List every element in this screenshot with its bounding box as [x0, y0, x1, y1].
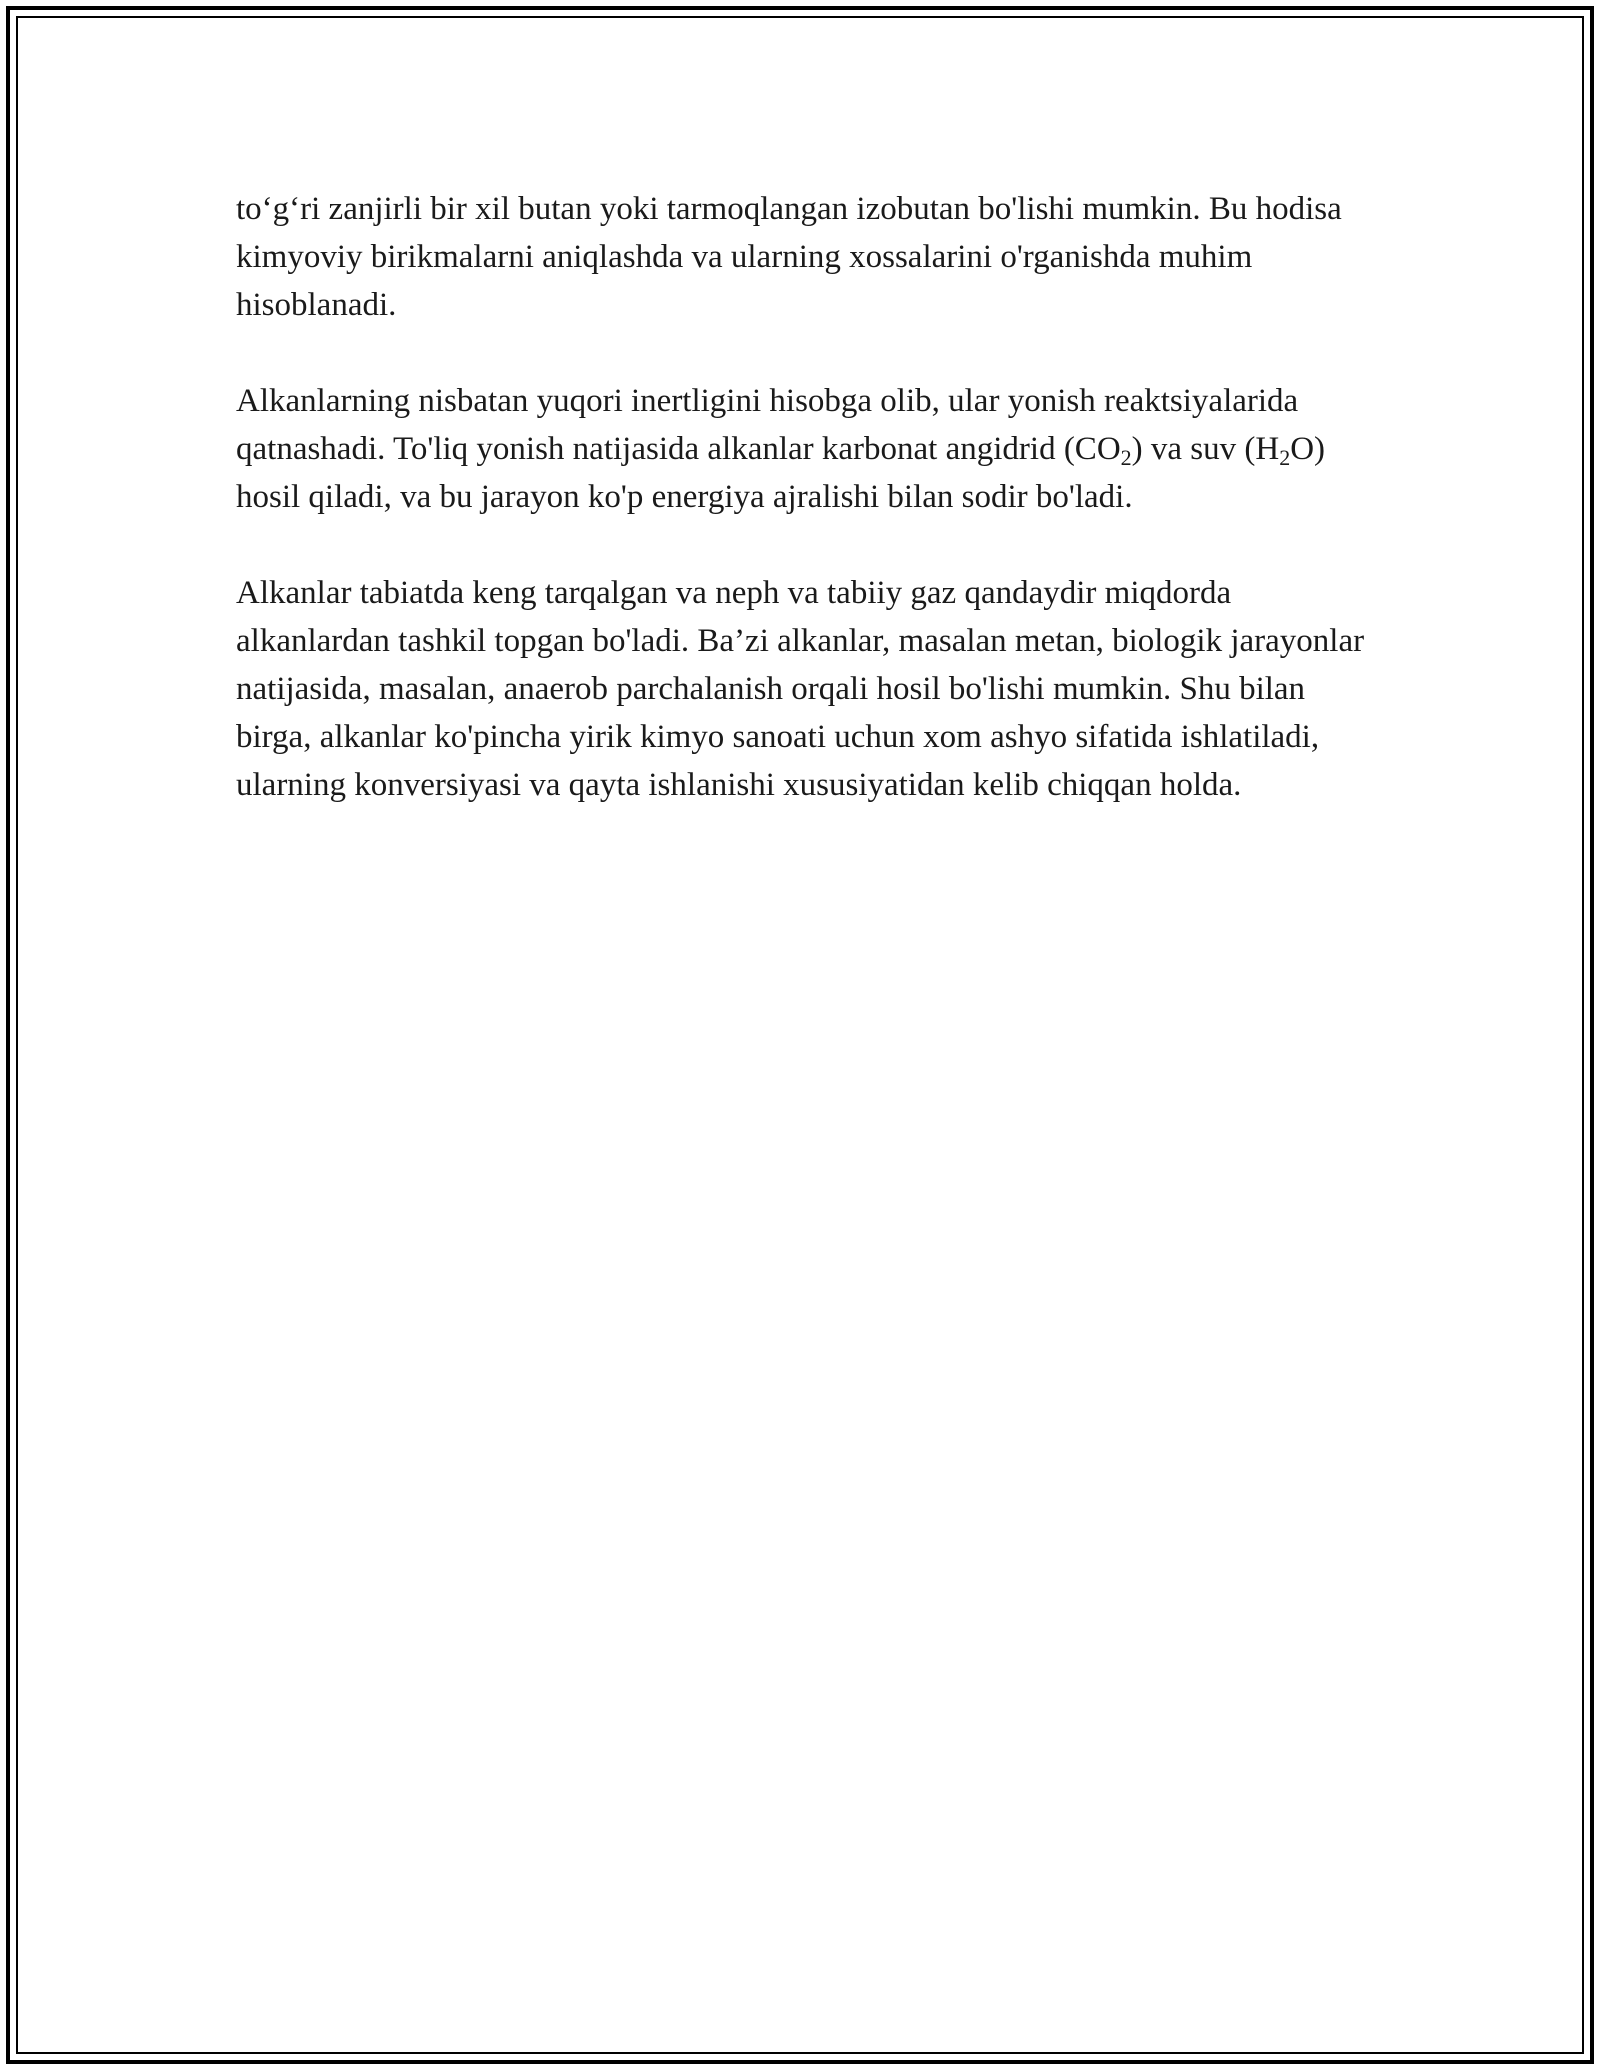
paragraph-isomers: to‘g‘ri zanjirli bir xil butan yoki tarmoqlangan izobutan bo'lishi mumkin. Bu hodisa kimyoviy birikmalarni aniqlashda va ularning xossalarini o'rganishda muhim hisoblanadi.	[236, 191, 1342, 323]
paragraph-combustion	[236, 377, 1376, 521]
co2-subscript: 2	[1120, 445, 1132, 470]
combustion-text-3: O) hosil qiladi, va bu jarayon ko'p energiya ajralishi bilan sodir bo'ladi.	[236, 431, 1326, 515]
paragraph-occurrence: Alkanlar tabiatda keng tarqalgan va neph va tabiiy gaz qandaydir miqdorda alkanlardan tashkil topgan bo'ladi. Ba’zi alkanlar, masalan metan, biologik jarayonlar natijasida, masalan, anaerob parchalanish orqali hosil bo'lishi mumkin. Shu bilan birga, alkanlar ko'pincha yirik kimyo sanoati uchun xom ashyo sifatida ishlatiladi, ularning konversiyasi va qayta ishlanishi xususiyatidan kelib chiqqan holda.	[236, 575, 1365, 803]
combustion-text-1: Alkanlarning nisbatan yuqori inertligini hisobga olib, ular yonish reaktsiyalarida qatnashadi. To'liq yonish natijasida alkanlar karbonat angidrid (CO	[236, 383, 1299, 467]
document-body	[236, 185, 1376, 857]
h2o-subscript: 2	[1279, 445, 1291, 470]
combustion-text-2: ) va suv (H	[1131, 431, 1280, 467]
